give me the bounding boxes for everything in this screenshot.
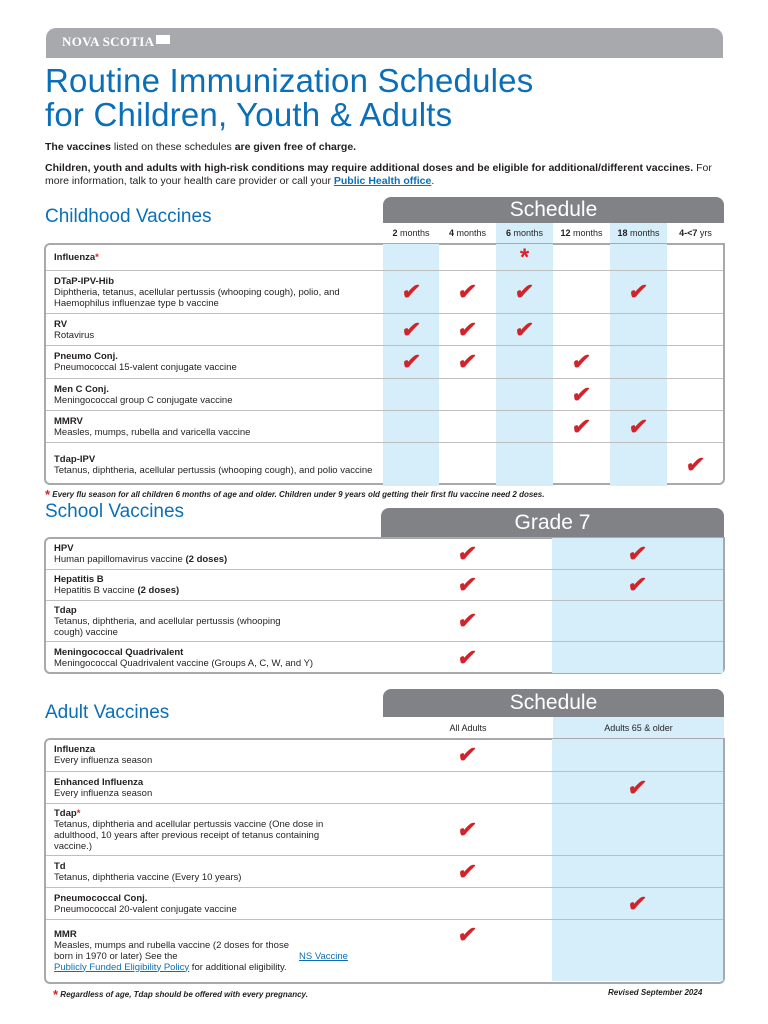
table-row	[46, 314, 723, 346]
col-adults-65-older: Adults 65 & older	[553, 717, 724, 738]
vaccine-cell: Meningococcal Quadrivalent Meningococcal Quadrivalent vaccine (Groups A, C, W, and Y)	[54, 646, 314, 669]
mark-cell	[610, 443, 667, 486]
check-icon: ✔	[553, 346, 610, 379]
mark-cell	[552, 856, 723, 888]
table-row	[46, 804, 723, 856]
adult-table	[46, 739, 723, 981]
mark-cell	[610, 346, 667, 379]
table-row	[46, 888, 723, 920]
check-icon: ✔	[496, 314, 553, 346]
childhood-column-headers	[383, 223, 724, 243]
mark-cell	[439, 411, 496, 443]
check-icon: ✔	[610, 271, 667, 314]
table-row	[46, 601, 723, 642]
mark-cell	[553, 271, 610, 314]
table-row	[46, 244, 723, 271]
col-all-adults: All Adults	[449, 722, 487, 733]
mark-cell	[496, 443, 553, 486]
table-row	[46, 271, 723, 314]
mark-cell	[552, 739, 723, 772]
check-icon: ✔	[382, 570, 552, 601]
table-row	[46, 856, 723, 888]
mark-cell	[496, 346, 553, 379]
mark-cell	[382, 888, 552, 920]
table-row	[46, 739, 723, 772]
mark-cell	[496, 411, 553, 443]
table-row	[46, 379, 723, 411]
mark-cell	[382, 772, 552, 804]
check-icon: ✔	[552, 538, 723, 570]
vaccine-cell: Pneumococcal Conj. Pneumococcal 20-valent conjugate vaccine	[46, 888, 382, 920]
school-grade-header: Grade 7	[381, 508, 724, 537]
vaccine-cell: DTaP-IPV-Hib Diphtheria, tetanus, acellular pertussis (whooping cough), polio, and Haemophilus influenzae type b vaccine	[46, 271, 383, 314]
intro-p1-text: listed on these schedules	[110, 141, 235, 153]
asterisk-mark: *	[496, 244, 553, 271]
vaccine-cell: Influenza Every influenza season	[46, 739, 382, 772]
mark-cell	[552, 601, 723, 642]
table-row	[46, 920, 723, 981]
title-line-2: for Children, Youth & Adults	[45, 96, 453, 133]
mark-cell	[667, 379, 723, 411]
vaccine-cell: Td Tetanus, diphtheria vaccine (Every 10 years)	[46, 856, 382, 888]
check-icon: ✔	[383, 271, 439, 314]
top-bar	[46, 28, 723, 58]
col-18-months: 18 months	[610, 223, 667, 243]
check-icon: ✔	[439, 314, 496, 346]
title-line-1: Routine Immunization Schedules	[45, 62, 534, 99]
vaccine-cell: HPV Human papillomavirus vaccine (2 doses)	[46, 538, 382, 570]
mark-cell	[383, 411, 439, 443]
col-12-months: 12 months	[560, 228, 603, 238]
check-icon: ✔	[684, 451, 707, 477]
school-section-title: School Vaccines	[45, 501, 185, 522]
col-2-months: 2 months	[392, 228, 430, 238]
intro-p2-end: .	[431, 175, 435, 187]
intro-paragraph-1	[45, 141, 356, 153]
table-row	[46, 346, 723, 379]
mark-cell	[496, 379, 553, 411]
vaccine-cell: RV Rotavirus	[46, 314, 383, 346]
childhood-footnote: * Every flu season for all children 6 months of age and older. Children under 9 years old getting their first flu vaccine need 2 doses.	[45, 487, 545, 502]
mark-cell	[553, 244, 610, 271]
check-icon: ✔	[439, 346, 496, 379]
flag-icon	[156, 35, 170, 44]
childhood-table	[46, 244, 723, 486]
check-icon: ✔	[552, 570, 723, 601]
mark-cell	[610, 314, 667, 346]
intro-paragraph-2	[45, 162, 735, 188]
mark-cell	[439, 443, 496, 486]
table-row	[46, 570, 723, 601]
check-icon: ✔	[610, 411, 667, 443]
public-health-office-link[interactable]: Public Health office	[333, 175, 432, 187]
school-table	[46, 538, 723, 673]
check-icon: ✔	[382, 538, 552, 570]
revised-date: Revised September 2024	[608, 988, 703, 997]
eligibility-policy-link[interactable]: NS Vaccine Publicly Funded Eligibility Policy	[54, 950, 348, 973]
check-icon: ✔	[383, 346, 439, 379]
check-icon: ✔	[439, 271, 496, 314]
col-4-months: 4 months	[448, 228, 487, 238]
mark-cell	[610, 379, 667, 411]
check-icon: ✔	[552, 772, 723, 804]
vaccine-cell: MMRV Measles, mumps, rubella and varicella vaccine	[46, 411, 383, 443]
table-row	[46, 443, 723, 486]
mark-cell	[553, 314, 610, 346]
mark-cell	[552, 642, 723, 673]
check-icon: ✔	[382, 739, 552, 772]
nova-scotia-logo: NOVA SCOTIA	[62, 34, 170, 50]
check-icon: ✔	[382, 856, 552, 888]
mark-cell	[439, 244, 496, 271]
mark-cell	[383, 443, 439, 486]
check-icon: ✔	[382, 804, 552, 856]
intro-p1-bold-end: are given free of charge.	[234, 141, 357, 153]
adult-schedule-header: Schedule	[383, 689, 724, 717]
mark-cell	[552, 804, 723, 856]
adult-column-headers	[383, 717, 724, 738]
check-icon: ✔	[456, 644, 479, 670]
check-icon: ✔	[552, 888, 723, 920]
table-row	[46, 411, 723, 443]
check-icon: ✔	[382, 601, 552, 642]
vaccine-cell: Enhanced Influenza Every influenza season	[46, 772, 382, 804]
mark-cell	[667, 411, 723, 443]
vaccine-cell: Hepatitis B Hepatitis B vaccine (2 doses)	[46, 570, 382, 601]
intro-p2-text: For more information, talk to your health care provider or call your	[45, 162, 712, 187]
vaccine-cell: MMR Measles, mumps and rubella vaccine (2 doses for those born in 1970 or later) See the NS Vaccine Publicly Funded Eligibility Policy for additional eligibility.	[54, 928, 348, 973]
vaccine-cell: Pneumo Conj. Pneumococcal 15-valent conjugate vaccine	[46, 346, 383, 379]
mark-cell	[383, 379, 439, 411]
col-4-7-years: 4-<7 yrs	[679, 228, 712, 238]
page-title	[45, 64, 745, 132]
intro-p2-bold: Children, youth and adults with high-risk conditions may require additional doses and be eligible for additional/different vaccines.	[45, 162, 694, 174]
table-row	[46, 642, 723, 673]
mark-cell	[667, 346, 723, 379]
mark-cell	[667, 244, 723, 271]
check-icon: ✔	[456, 922, 479, 947]
mark-cell	[667, 271, 723, 314]
adult-footnote: * Regardless of age, Tdap should be offered with every pregnancy.	[53, 987, 308, 1002]
mark-cell	[610, 244, 667, 271]
check-icon: ✔	[496, 271, 553, 314]
check-icon: ✔	[553, 411, 610, 443]
childhood-schedule-header: Schedule	[383, 197, 724, 223]
mark-cell	[439, 379, 496, 411]
col-6-months: 6 months	[496, 223, 553, 243]
vaccine-cell: Tdap* Tetanus, diphtheria and acellular pertussis vaccine (One dose in adulthood, 10 years after previous receipt of tetanus containing vaccine.)	[46, 804, 382, 856]
vaccine-cell: Tdap Tetanus, diphtheria, and acellular pertussis (whooping cough) vaccine	[46, 601, 382, 642]
childhood-section-title: Childhood Vaccines	[45, 206, 212, 227]
intro-p1-bold: The vaccines	[45, 141, 111, 153]
vaccine-cell: Men C Conj. Meningococcal group C conjugate vaccine	[46, 379, 383, 411]
mark-cell	[667, 314, 723, 346]
check-icon: ✔	[383, 314, 439, 346]
mark-cell	[553, 443, 610, 486]
mark-cell	[383, 244, 439, 271]
table-row	[46, 538, 723, 570]
table-row	[46, 772, 723, 804]
adult-section-title: Adult Vaccines	[45, 702, 170, 723]
vaccine-cell: Influenza*	[46, 244, 383, 271]
vaccine-cell: Tdap-IPV Tetanus, diphtheria, acellular pertussis (whooping cough), and polio vaccine	[54, 453, 373, 476]
check-icon: ✔	[553, 379, 610, 411]
mark-cell	[552, 920, 723, 981]
